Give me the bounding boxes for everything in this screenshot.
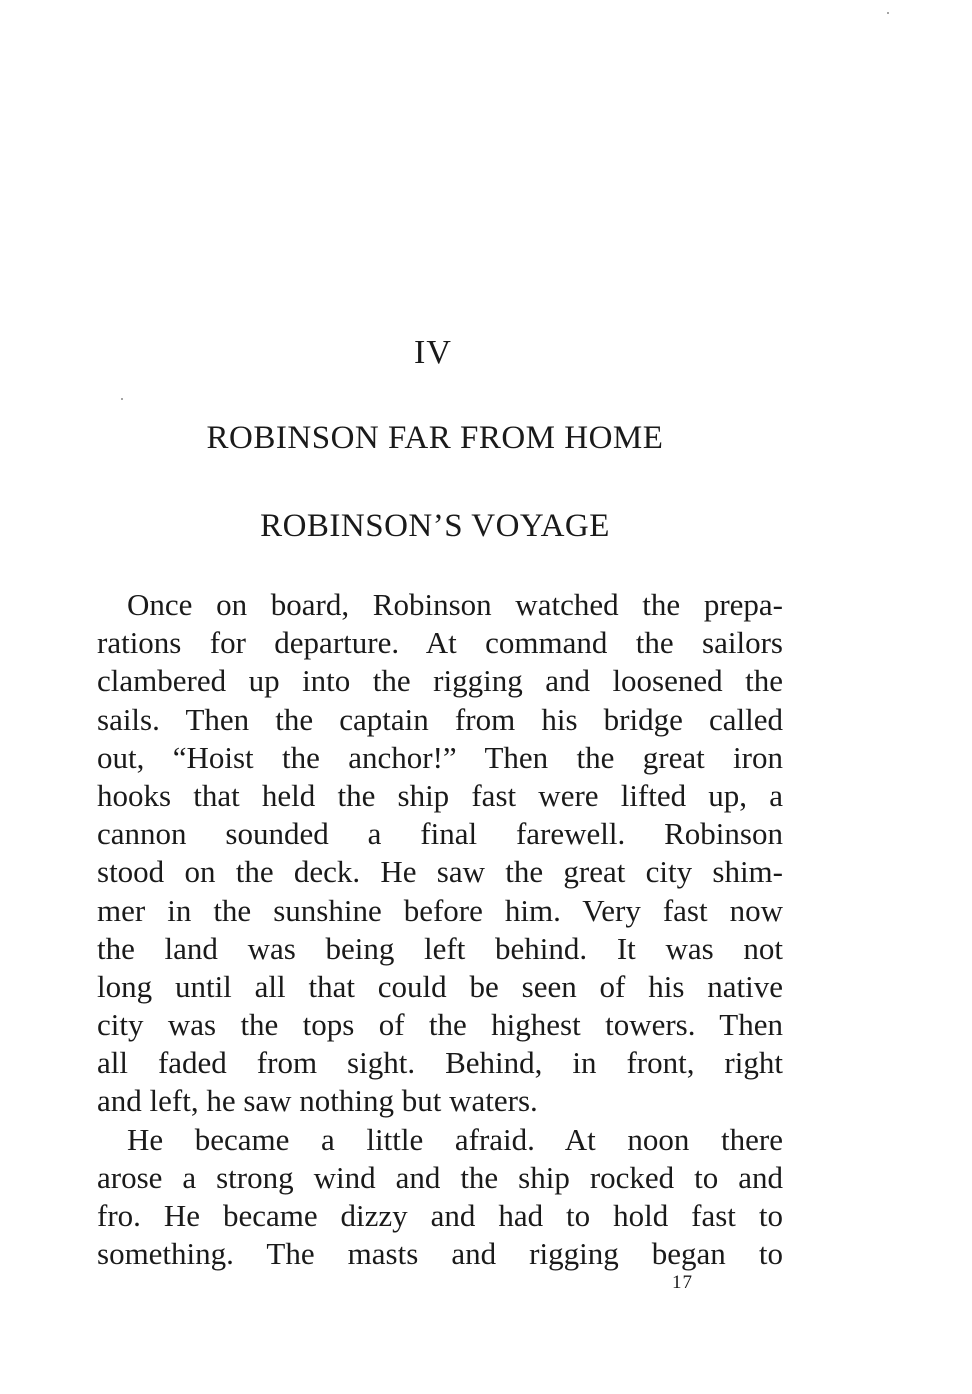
text-line: and left, he saw nothing but waters.	[97, 1083, 538, 1119]
chapter-title: ROBINSON FAR FROM HOME	[206, 420, 664, 456]
text-line: He became a little afraid. At noon there	[127, 1121, 783, 1157]
text-line: the land was being left behind. It was not	[97, 930, 783, 966]
text-line: hooks that held the ship fast were lifted up, a	[97, 777, 783, 813]
section-title: ROBINSON’S VOYAGE	[260, 508, 610, 544]
paragraph	[97, 1121, 783, 1274]
text-line: something. The masts and rigging began to	[97, 1236, 783, 1272]
text-line: stood on the deck. He saw the great city shim-	[97, 854, 783, 890]
text-line: sails. Then the captain from his bridge called	[97, 701, 783, 737]
text-line: all faded from sight. Behind, in front, right	[97, 1045, 783, 1081]
text-line: city was the tops of the highest towers. Then	[97, 1007, 783, 1043]
text-line: arose a strong wind and the ship rocked to and	[97, 1159, 783, 1195]
text-line: mer in the sunshine before him. Very fast now	[97, 892, 783, 928]
text-line: Once on board, Robinson watched the prepa-	[127, 587, 783, 622]
body-text	[97, 586, 783, 1273]
text-line: cannon sounded a final farewell. Robinson	[97, 816, 783, 852]
chapter-number: IV	[414, 334, 452, 371]
text-line: out, “Hoist the anchor!” Then the great iron	[97, 739, 783, 775]
paragraph	[97, 586, 783, 1121]
page-number: 17	[672, 1272, 693, 1293]
paper-speck	[887, 12, 889, 14]
paper-speck	[121, 398, 123, 400]
text-line: fro. He became dizzy and had to hold fast to	[97, 1198, 783, 1233]
text-line: clambered up into the rigging and loosened the	[97, 663, 783, 699]
text-line: long until all that could be seen of his native	[97, 968, 783, 1004]
text-line: rations for departure. At command the sailors	[97, 625, 783, 661]
